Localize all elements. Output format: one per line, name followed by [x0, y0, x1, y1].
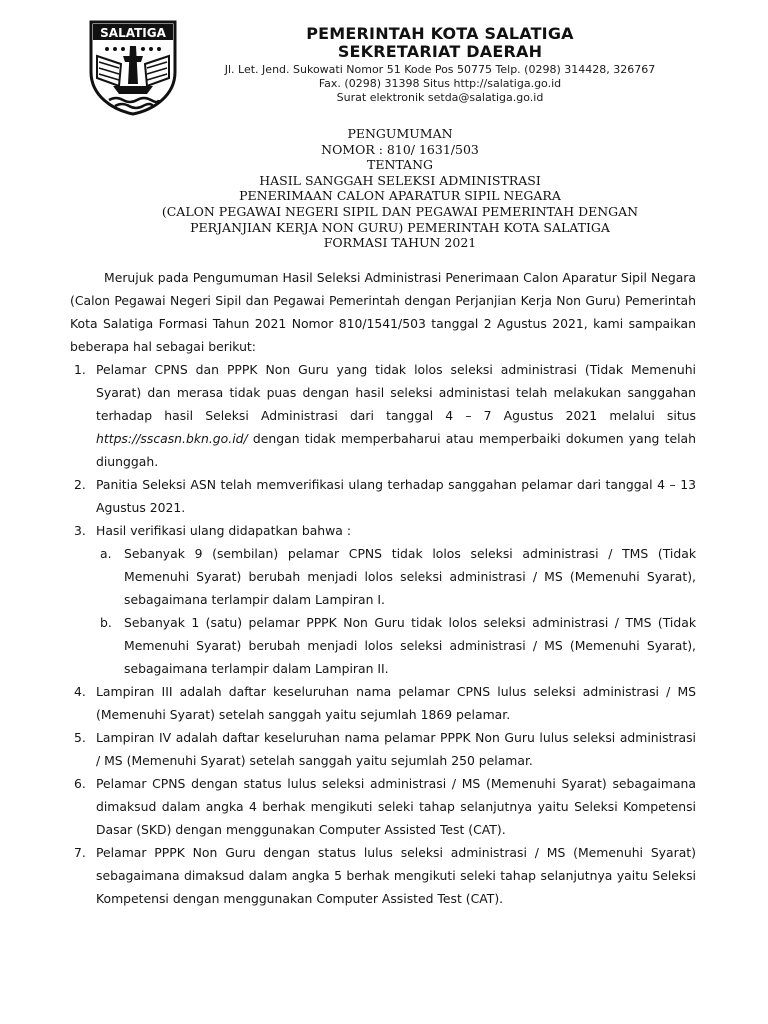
item-text: Pelamar CPNS dengan status lulus seleksi administrasi / MS (Memenuhi Syarat) sebagaimana dimaksud dalam angka 4 berhak mengikuti seleki tahap selanjutnya yaitu Seleksi Kompetensi Dasar (SKD) dengan menggunakan Computer Assisted Test (CAT). [96, 776, 696, 837]
letterhead-email: Surat elektronik setda@salatiga.go.id [336, 91, 544, 104]
list-item [70, 726, 696, 772]
item-number: 1. [74, 362, 86, 377]
sub-list-item [96, 611, 696, 680]
document-body [70, 266, 696, 910]
item-number: 6. [74, 776, 86, 791]
list-item [70, 841, 696, 910]
heading-line: FORMASI TAHUN 2021 [323, 235, 477, 251]
sub-item-text: Sebanyak 9 (sembilan) pelamar CPNS tidak lolos seleksi administrasi / TMS (Tidak Memenuhi Syarat) berubah menjadi lolos seleksi administrasi / MS (Memenuhi Syarat), sebagaimana terlampir dalam Lampiran I. [124, 546, 696, 607]
item-text: Lampiran IV adalah daftar keseluruhan nama pelamar PPPK Non Guru lulus seleksi administrasi / MS (Memenuhi Syarat) setelah sanggah yaitu sejumlah 250 pelamar. [96, 730, 696, 768]
list-item [70, 358, 696, 473]
announcement-heading [80, 126, 720, 251]
points-list [70, 358, 696, 910]
item-text: dengan tidak memperbaharui atau memperbaiki dokumen yang telah diunggah. [96, 431, 696, 469]
heading-line: PENGUMUMAN [347, 126, 453, 141]
item-text: Pelamar PPPK Non Guru dengan status lulus seleksi administrasi / MS (Memenuhi Syarat) sebagaimana dimaksud dalam angka 5 berhak mengikuti seleki tahap selanjutnya yaitu Seleksi Kompetensi dengan menggunakan Computer Assisted Test (CAT). [96, 845, 696, 906]
heading-line: PERJANJIAN KERJA NON GURU) PEMERINTAH KOTA SALATIGA [190, 219, 610, 235]
letterhead-fax: Fax. (0298) 31398 Situs http://salatiga.go.id [318, 77, 562, 90]
sub-item-letter: a. [100, 546, 112, 561]
list-item [70, 680, 696, 726]
item-number: 4. [74, 684, 86, 699]
letterhead-subtitle: SEKRETARIAT DAERAH [337, 42, 543, 61]
sub-item-text: Sebanyak 1 (satu) pelamar PPPK Non Guru tidak lolos seleksi administrasi / TMS (Tidak Memenuhi Syarat) berubah menjadi lolos seleksi administrasi / MS (Memenuhi Syarat), sebagaimana terlampir dalam Lampiran II. [124, 615, 696, 676]
list-item [70, 772, 696, 841]
emblem-banner-text: SALATIGA [100, 26, 166, 40]
item-text: Hasil verifikasi ulang didapatkan bahwa : [96, 523, 351, 538]
sub-list [96, 542, 696, 680]
list-item [70, 473, 696, 519]
salatiga-emblem-icon [83, 16, 183, 116]
heading-line: HASIL SANGGAH SELEKSI ADMINISTRASI [259, 172, 541, 188]
letterhead-address: Jl. Let. Jend. Sukowati Nomor 51 Kode Pos 50775 Telp. (0298) 314428, 326767 [224, 63, 656, 76]
heading-line: NOMOR : 810/ 1631/503 [321, 141, 479, 157]
intro-paragraph: Merujuk pada Pengumuman Hasil Seleksi Administrasi Penerimaan Calon Aparatur Sipil Negara (Calon Pegawai Negeri Sipil dan Pegawai Pemerintah dengan Perjanjian Kerja Non Guru) Pemerintah Kota Salatiga Formasi Tahun 2021 Nomor 810/1541/503 tanggal 2 Agustus 2021, kami sampaikan beberapa hal sebagai berikut: [70, 270, 696, 354]
item-text: Pelamar CPNS dan PPPK Non Guru yang tidak lolos seleksi administrasi (Tidak Memenuhi Syarat) dan merasa tidak puas dengan hasil seleksi administasi telah melakukan sanggahan terhadap hasil Seleksi Administrasi dari tanggal 4 – 7 Agustus 2021 melalui situs [96, 362, 696, 423]
letterhead-title: PEMERINTAH KOTA SALATIGA [306, 24, 574, 43]
item-number: 3. [74, 523, 86, 538]
heading-line: TENTANG [366, 157, 433, 173]
item-text: Lampiran III adalah daftar keseluruhan nama pelamar CPNS lulus seleksi administrasi / MS (Memenuhi Syarat) setelah sanggah yaitu sejumlah 1869 pelamar. [96, 684, 696, 722]
item-number: 2. [74, 477, 86, 492]
item-text: Panitia Seleksi ASN telah memverifikasi ulang terhadap sanggahan pelamar dari tanggal 4 – 13 Agustus 2021. [96, 477, 696, 515]
item-number: 5. [74, 730, 86, 745]
list-item [70, 519, 696, 680]
heading-line: PENERIMAAN CALON APARATUR SIPIL NEGARA [239, 188, 561, 204]
sscasn-link[interactable]: https://sscasn.bkn.go.id/ [96, 431, 248, 446]
item-number: 7. [74, 845, 86, 860]
heading-line: (CALON PEGAWAI NEGERI SIPIL DAN PEGAWAI PEMERINTAH DENGAN [161, 203, 639, 219]
sub-item-letter: b. [100, 615, 112, 630]
sub-list-item [96, 542, 696, 611]
